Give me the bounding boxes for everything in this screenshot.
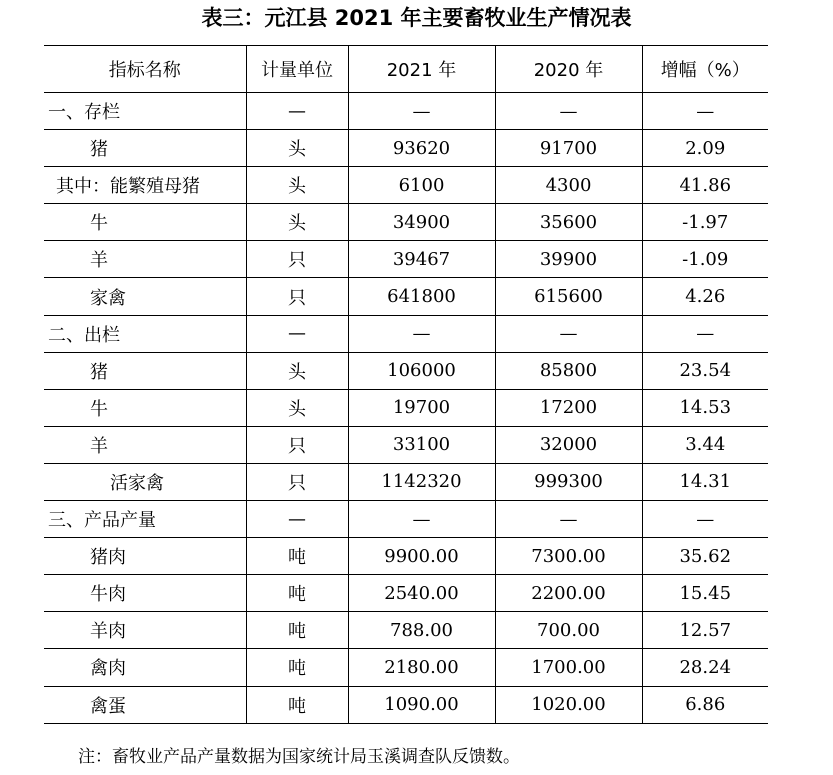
row-growth: 15.45 <box>642 575 768 612</box>
row-name: 猪肉 <box>44 538 246 575</box>
row-unit: 头 <box>246 204 348 241</box>
row-value-2021: 19700 <box>348 389 495 426</box>
row-name: 活家禽 <box>44 463 246 500</box>
row-growth: 12.57 <box>642 612 768 649</box>
row-value-2020: 1700.00 <box>495 649 642 686</box>
row-name: 牛肉 <box>44 575 246 612</box>
table-row <box>44 93 768 130</box>
row-name: 猪 <box>44 352 246 389</box>
row-value-2021: 106000 <box>348 352 495 389</box>
row-value-2021: 6100 <box>348 167 495 204</box>
row-growth: 3.44 <box>642 426 768 463</box>
row-growth: — <box>642 315 768 352</box>
row-name: 三、产品产量 <box>44 501 246 538</box>
table-row <box>44 389 768 426</box>
row-value-2020: — <box>495 315 642 352</box>
row-unit: 吨 <box>246 538 348 575</box>
row-growth: -1.09 <box>642 241 768 278</box>
row-unit: 头 <box>246 389 348 426</box>
table-header <box>44 46 768 93</box>
table-row <box>44 426 768 463</box>
row-value-2020: 39900 <box>495 241 642 278</box>
row-name: 羊 <box>44 241 246 278</box>
row-growth: 14.53 <box>642 389 768 426</box>
row-name: 一、存栏 <box>44 93 246 130</box>
row-value-2020: 35600 <box>495 204 642 241</box>
row-unit: 吨 <box>246 649 348 686</box>
row-unit: 头 <box>246 130 348 167</box>
table-row <box>44 501 768 538</box>
row-growth: 41.86 <box>642 167 768 204</box>
row-name: 牛 <box>44 389 246 426</box>
row-value-2020: 17200 <box>495 389 642 426</box>
row-name: 牛 <box>44 204 246 241</box>
header-growth: 增幅（%） <box>642 46 768 93</box>
row-value-2021: 1090.00 <box>348 686 495 723</box>
row-name: 羊肉 <box>44 612 246 649</box>
row-value-2021: — <box>348 315 495 352</box>
row-unit: 只 <box>246 426 348 463</box>
table-row <box>44 352 768 389</box>
row-growth: 2.09 <box>642 130 768 167</box>
row-name: 禽肉 <box>44 649 246 686</box>
table-row <box>44 315 768 352</box>
header-indicator-name: 指标名称 <box>44 46 246 93</box>
row-value-2020: 32000 <box>495 426 642 463</box>
row-unit: 吨 <box>246 575 348 612</box>
row-value-2021: 9900.00 <box>348 538 495 575</box>
row-name: 猪 <box>44 130 246 167</box>
table-row <box>44 167 768 204</box>
row-unit: 只 <box>246 241 348 278</box>
row-growth: 4.26 <box>642 278 768 315</box>
row-value-2020: 1020.00 <box>495 686 642 723</box>
table-row <box>44 204 768 241</box>
row-value-2021: 93620 <box>348 130 495 167</box>
row-value-2021: — <box>348 93 495 130</box>
row-unit: — <box>246 501 348 538</box>
header-unit: 计量单位 <box>246 46 348 93</box>
row-value-2020: 615600 <box>495 278 642 315</box>
row-value-2020: 999300 <box>495 463 642 500</box>
row-unit: — <box>246 315 348 352</box>
row-value-2020: — <box>495 501 642 538</box>
row-value-2021: 641800 <box>348 278 495 315</box>
row-value-2021: 33100 <box>348 426 495 463</box>
footnote: 注：畜牧业产品产量数据为国家统计局玉溪调查队反馈数。 <box>78 747 520 767</box>
row-unit: — <box>246 93 348 130</box>
row-name: 禽蛋 <box>44 686 246 723</box>
table-title: 表三：元江县 2021 年主要畜牧业生产情况表 <box>201 6 632 30</box>
table-row <box>44 241 768 278</box>
row-value-2021: — <box>348 501 495 538</box>
row-value-2021: 2540.00 <box>348 575 495 612</box>
table-row <box>44 686 768 723</box>
table-row <box>44 130 768 167</box>
row-name: 家禽 <box>44 278 246 315</box>
row-value-2021: 1142320 <box>348 463 495 500</box>
header-year-2020: 2020 年 <box>495 46 642 93</box>
row-name: 二、出栏 <box>44 315 246 352</box>
row-value-2020: — <box>495 93 642 130</box>
row-value-2020: 85800 <box>495 352 642 389</box>
row-value-2021: 788.00 <box>348 612 495 649</box>
row-value-2020: 91700 <box>495 130 642 167</box>
row-growth: 28.24 <box>642 649 768 686</box>
table-row <box>44 463 768 500</box>
row-name: 羊 <box>44 426 246 463</box>
row-unit: 只 <box>246 278 348 315</box>
row-unit: 吨 <box>246 686 348 723</box>
table-row <box>44 575 768 612</box>
table-row <box>44 649 768 686</box>
row-growth: — <box>642 501 768 538</box>
row-growth: 23.54 <box>642 352 768 389</box>
row-value-2020: 7300.00 <box>495 538 642 575</box>
row-growth: 14.31 <box>642 463 768 500</box>
row-name: 其中：能繁殖母猪 <box>44 167 246 204</box>
row-value-2020: 4300 <box>495 167 642 204</box>
table-row <box>44 278 768 315</box>
livestock-table <box>44 45 768 724</box>
header-year-2021: 2021 年 <box>348 46 495 93</box>
row-unit: 只 <box>246 463 348 500</box>
header-row <box>44 46 768 93</box>
row-growth: 6.86 <box>642 686 768 723</box>
row-unit: 吨 <box>246 612 348 649</box>
row-unit: 头 <box>246 352 348 389</box>
row-unit: 头 <box>246 167 348 204</box>
row-value-2020: 2200.00 <box>495 575 642 612</box>
row-value-2021: 34900 <box>348 204 495 241</box>
table-body <box>44 93 768 724</box>
row-value-2021: 2180.00 <box>348 649 495 686</box>
row-growth: 35.62 <box>642 538 768 575</box>
table-row <box>44 538 768 575</box>
row-growth: — <box>642 93 768 130</box>
row-value-2020: 700.00 <box>495 612 642 649</box>
row-growth: -1.97 <box>642 204 768 241</box>
table-row <box>44 612 768 649</box>
row-value-2021: 39467 <box>348 241 495 278</box>
